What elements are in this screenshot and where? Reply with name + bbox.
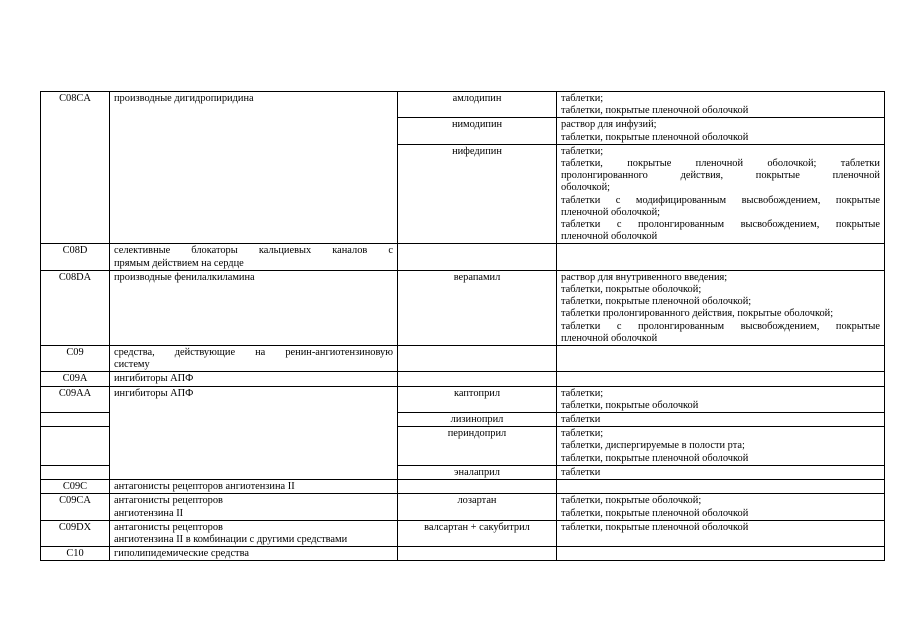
table-row — [41, 372, 885, 386]
drug-name: верапамил — [398, 270, 557, 345]
atc-code: C10 — [41, 547, 110, 561]
table-row — [41, 270, 885, 345]
atc-code: C08CA — [41, 92, 110, 244]
dosage-forms — [557, 480, 885, 494]
dosage-forms — [557, 547, 885, 561]
drug-name — [398, 346, 557, 372]
group-name: производные фенилалкиламина — [110, 270, 398, 345]
dosage-forms: таблетки — [557, 413, 885, 427]
table-row — [41, 92, 885, 118]
dosage-forms: таблетки; таблетки, покрытые пленочной оболочкой — [557, 92, 885, 118]
atc-code: C08DA — [41, 270, 110, 345]
atc-code: C08D — [41, 244, 110, 270]
atc-code — [41, 465, 110, 479]
dosage-forms — [557, 244, 885, 270]
atc-code — [41, 427, 110, 466]
group-name: гиполипидемические средства — [110, 547, 398, 561]
drug-name: каптоприл — [398, 386, 557, 412]
dosage-forms: таблетки — [557, 465, 885, 479]
drug-name: лизиноприл — [398, 413, 557, 427]
table-row — [41, 494, 885, 520]
dosage-forms — [557, 346, 885, 372]
drug-name: периндоприл — [398, 427, 557, 466]
drug-name: эналаприл — [398, 465, 557, 479]
atc-code: C09AA — [41, 386, 110, 412]
dosage-forms — [557, 372, 885, 386]
table-row — [41, 520, 885, 546]
dosage-forms: таблетки, покрытые пленочной оболочкой — [557, 520, 885, 546]
dosage-forms: таблетки; таблетки, диспергируемые в полости рта; таблетки, покрытые пленочной оболочкой — [557, 427, 885, 466]
table-row — [41, 346, 885, 372]
atc-code: C09DX — [41, 520, 110, 546]
atc-code: C09C — [41, 480, 110, 494]
drug-name: нифедипин — [398, 144, 557, 244]
drug-name — [398, 480, 557, 494]
group-name: антагонисты рецепторов ангиотензина II — [110, 494, 398, 520]
table-row — [41, 547, 885, 561]
dosage-forms: таблетки; таблетки, покрытые пленочной оболочкой; таблетки пролонгированного действия, покрытые пленочной оболочкой; таблетки с модифицированным высвобождением, покрытые пленочной оболочкой; таблетки с пролонгированным высвобождением, покрытые пленочной оболочкой — [557, 144, 885, 244]
group-name: производные дигидропиридина — [110, 92, 398, 244]
drug-table — [40, 91, 885, 561]
drug-name: лозартан — [398, 494, 557, 520]
atc-code: C09 — [41, 346, 110, 372]
dosage-forms: таблетки; таблетки, покрытые оболочкой — [557, 386, 885, 412]
group-name: ингибиторы АПФ — [110, 372, 398, 386]
table-row — [41, 386, 885, 412]
dosage-forms: раствор для инфузий; таблетки, покрытые пленочной оболочкой — [557, 118, 885, 144]
group-name: антагонисты рецепторов ангиотензина II в комбинации с другими средствами — [110, 520, 398, 546]
group-name: селективные блокаторы кальциевых каналов с прямым действием на сердце — [110, 244, 398, 270]
drug-name — [398, 244, 557, 270]
group-name: средства, действующие на ренин-ангиотензиновую систему — [110, 346, 398, 372]
table-row — [41, 244, 885, 270]
dosage-forms: таблетки, покрытые оболочкой; таблетки, покрытые пленочной оболочкой — [557, 494, 885, 520]
group-name: ингибиторы АПФ — [110, 386, 398, 479]
drug-name: амлодипин — [398, 92, 557, 118]
drug-name: нимодипин — [398, 118, 557, 144]
group-name: антагонисты рецепторов ангиотензина II — [110, 480, 398, 494]
table-row — [41, 480, 885, 494]
drug-name — [398, 372, 557, 386]
drug-name: валсартан + сакубитрил — [398, 520, 557, 546]
atc-code: C09CA — [41, 494, 110, 520]
dosage-forms: раствор для внутривенного введения; таблетки, покрытые оболочкой; таблетки, покрытые пленочной оболочкой; таблетки пролонгированного действия, покрытые оболочкой; таблетки с пролонгированным высвобождением, покрытые пленочной оболочкой — [557, 270, 885, 345]
atc-code: C09A — [41, 372, 110, 386]
drug-name — [398, 547, 557, 561]
atc-code — [41, 413, 110, 427]
